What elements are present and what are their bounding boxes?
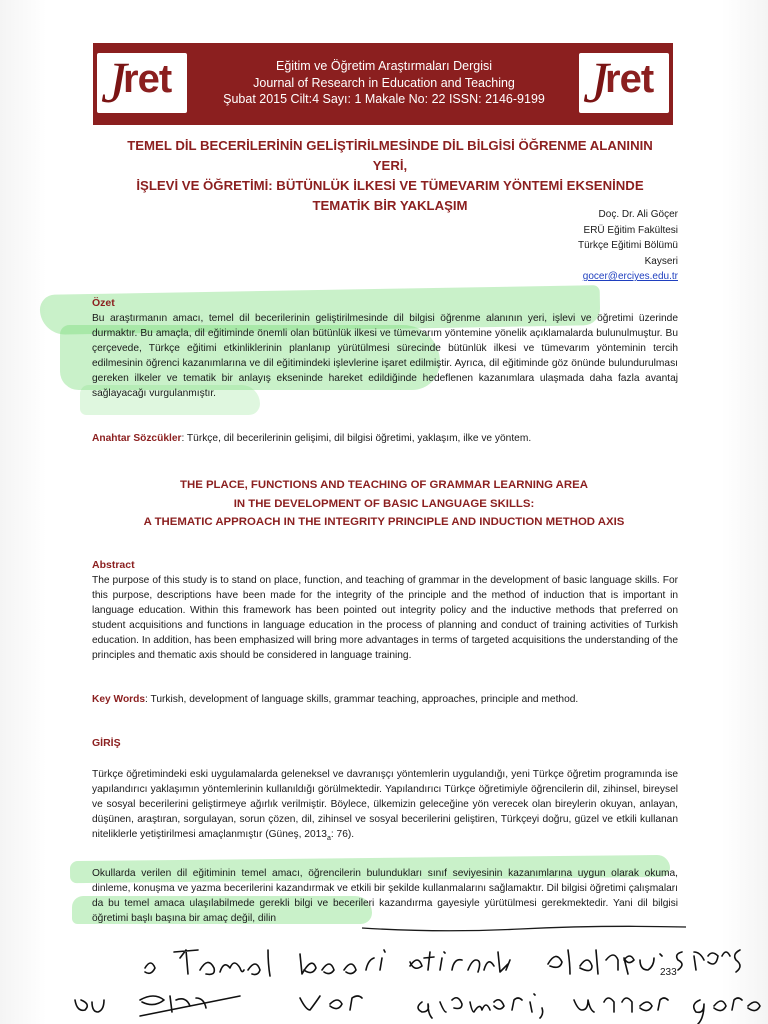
author-block	[578, 207, 678, 285]
title-line: A THEMATIC APPROACH IN THE INTEGRITY PRINCIPLE AND INDUCTION METHOD AXIS	[143, 516, 625, 528]
journal-name-tr: Eğitim ve Öğretim Araştırmaları Dergisi	[275, 59, 493, 73]
abstract-body: The purpose of this study is to stand on place, function, and teaching of grammar in the development of basic language skills. For this purpose, descriptions have been made for the integrity of the principle and the method of induction that is important in language education. Within this framework has been pointed out integrity policy and the inductive methods that preferred on student acquisitions and functions in language education in the process of planning and conduct of training activities of Turkish education. In addition, has been emphasized will bring more advantages in terms of targeted acquisitions the understanding of the principles and thematic axis should be considered in language training.	[92, 575, 678, 661]
giris-paragraph-2	[92, 866, 678, 926]
handwritten-notes	[0, 930, 768, 1024]
anahtar-text: : Türkçe, dil becerilerinin gelişimi, dil bilgisi öğretimi, yaklaşım, ilke ve yöntem.	[181, 433, 532, 444]
key-words	[92, 692, 678, 707]
ozet-section	[92, 296, 678, 401]
abstract-section	[92, 558, 678, 663]
journal-issue: Şubat 2015 Cilt:4 Sayı: 1 Makale No: 22 ISSN: 2146-9199	[223, 92, 545, 106]
citation-sub: a	[326, 835, 331, 843]
journal-name-en: Journal of Research in Education and Teaching	[253, 75, 515, 90]
page-number: 233	[660, 967, 677, 978]
author-name: Doç. Dr. Ali Göçer	[598, 209, 678, 220]
author-city: Kayseri	[644, 255, 678, 267]
giris-para1-text: Türkçe öğretimindeki eski uygulamalarda geleneksel ve davranışçı yöntemlerin uygulandığı, yeni Türkçe öğretim programında ise yapılandırıcı yaklaşımın yöntemlerinin kullanıldığı görülmektedir. Yapılandırıcı Türkçe öğretimiyle öğrencilerin dil, zihinsel, bireysel ve sosyal becerilerini geliştirmeye ağırlık verilmiştir. Böylece, ülkemizin geleceğine yön verecek olan bireylerin okuyan, anlayan, düşünen, araştıran, sorgulayan, sorun çözen, dil, zihinsel ve sosyal becerilerini geliştiren, Türkçeyi doğru, güzel ve etkili kullanan niteliklerle yetiştirilmesi amaçlanmıştır (Güneş, 2013	[92, 769, 678, 840]
author-faculty: ERÜ Eğitim Fakültesi	[583, 224, 678, 236]
article-title-en	[110, 476, 658, 532]
giris-para2-text: Okullarda verilen dil eğitiminin temel amacı, öğrencilerin bulundukları sınıf seviyesinin kazanımlarına uygun olarak okuma, dinleme, konuşma ve yazma becerilerini kazandırmak ve etkili bir şekilde kullanmalarını sağlamaktır. Dil bilgisi öğretimi çalışmaları da bu temel amaca ulaşılabilmede gerekli bilgi ve becerileri kazandırma gayesiyle yürütülmesi gerekmektedir. Yani dil bilgisi öğretimi başlı başına bir amaç değil, dilin	[92, 868, 679, 924]
jret-logo-right: J ret	[579, 53, 669, 113]
giris-heading: GİRİŞ	[92, 737, 121, 749]
giris-para1-end: : 76).	[330, 829, 355, 840]
anahtar-label: Anahtar Sözcükler	[92, 433, 182, 444]
author-department: Türkçe Eğitimi Bölümü	[577, 240, 678, 251]
title-line: THE PLACE, FUNCTIONS AND TEACHING OF GRAMMAR LEARNING AREA	[180, 479, 588, 491]
keywords-label: Key Words	[92, 694, 146, 705]
article-title-tr	[110, 136, 670, 216]
keywords-text: : Turkish, development of language skills, grammar teaching, approaches, principle and method.	[145, 694, 579, 705]
title-line: TEMEL DİL BECERİLERİNİN GELİŞTİRİLMESİNDE DİL BİLGİSİ ÖĞRENME ALANININ YERİ,	[127, 138, 653, 173]
abstract-heading: Abstract	[92, 559, 135, 571]
title-line: TEMATİK BİR YAKLAŞIM	[312, 198, 468, 213]
ozet-heading: Özet	[92, 297, 115, 309]
ozet-body: Bu araştırmanın amacı, temel dil becerilerinin geliştirilmesinde dil bilgisi öğrenme alanının yeri, işlevi ve öğretimi üzerinde durmaktır. Bu amaçla, dil eğitiminde önemli olan bütünlük ilkesi ve tümevarım yöntemine yönelik açıklamalarda bulunulmuştur. Bu çerçevede, Türkçe eğitimi etkinliklerinin planlanıp yürütülmesi sürecinde bütünlük ilkesi ve tümevarım yönteminin tercih edilmesinin öğrenci kazanımlarına ve dil eğitimindeki işlevlerine işaret edilmiştir. Ayrıca, dil eğitiminde göz önünde bulundurulması gereken ilkeler ve tematik bir anlayış ekseninde hareket edildiğinde hedeflenen kazanımlara ulaşmada daha fazla avantaj sağlayacağı vurgulanmıştır.	[92, 313, 678, 399]
title-line: İŞLEVİ VE ÖĞRETİMİ: BÜTÜNLÜK İLKESİ VE TÜMEVARIM YÖNTEMİ EKSENİNDE	[136, 178, 644, 193]
title-line: IN THE DEVELOPMENT OF BASIC LANGUAGE SKILLS:	[233, 497, 535, 510]
author-email-link[interactable]: gocer@erciyes.edu.tr	[582, 271, 678, 282]
giris-paragraph-1	[92, 767, 678, 846]
anahtar-sozcukler	[92, 431, 678, 446]
journal-info	[190, 58, 578, 108]
jret-logo-left: J ret	[97, 53, 187, 113]
